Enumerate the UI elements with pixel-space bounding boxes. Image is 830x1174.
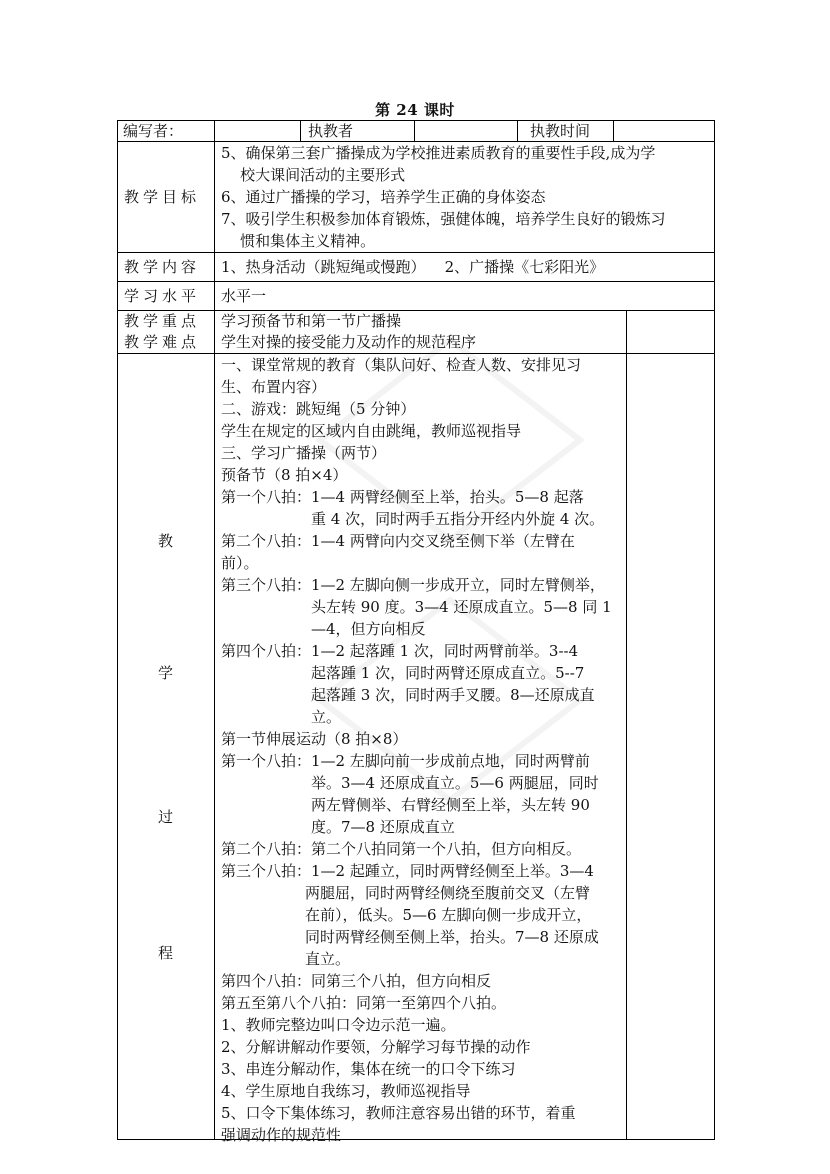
process-line: 在前），低头。5—6 左脚向侧一步成开立， [305, 906, 592, 924]
process-line: 第四个八拍：同第三个八拍，但方向相反 [221, 972, 492, 990]
process-line: 两腿屈，同时两臂经侧绕至腹前交叉（左臂 [305, 884, 591, 902]
process-line: 2、分解讲解动作要领，分解学习每节操的动作 [221, 1038, 531, 1056]
process-text [221, 354, 626, 1146]
process-line: 第二个八拍：第二个八拍同第一个八拍，但方向相反。 [221, 840, 582, 858]
table-line [300, 120, 301, 141]
process-line: 第三个八拍：1—2 左脚向侧一步成开立，同时左臂侧举， [221, 576, 605, 594]
table-line [117, 281, 715, 282]
process-line: 第一节伸展运动（8 拍×8） [221, 730, 408, 748]
page-title: 第 24 课时 [375, 101, 455, 119]
process-line: 3、串连分解动作，集体在统一的口令下练习 [221, 1060, 516, 1078]
table-line [117, 252, 715, 253]
time-label: 执教时间 [530, 122, 591, 140]
process-line: 强调动作的规范性 [221, 1126, 342, 1144]
process-line: 第二个八拍：1—4 两臂向内交叉绕至侧下举（左臂在 [221, 532, 575, 550]
process-line: 重 4 次，同时两手五指分开经内外旋 4 次。 [311, 510, 605, 528]
process-line: 起落踵 1 次，同时两臂还原成直立。5--7 [311, 664, 585, 682]
table-line [414, 120, 415, 141]
content-text: 1、热身活动（跳短绳或慢跑） 2、广播操《七彩阳光》 [221, 258, 605, 276]
process-line: 立。 [311, 708, 342, 726]
process-line: 第一个八拍：1—4 两臂经侧至上举，抬头。5—8 起落 [221, 488, 584, 506]
level-label: 学习水平 [124, 287, 201, 305]
table-line [214, 120, 215, 1140]
goals-line: 6、通过广播操的学习，培养学生正确的身体姿态 [221, 188, 546, 206]
content-label: 教学内容 [124, 258, 201, 276]
author-label: 编写者： [123, 122, 184, 140]
table-line [626, 310, 627, 1140]
process-line: —4，但方向相反 [311, 620, 426, 638]
key-point-text: 学习预备节和第一节广播操 [221, 312, 402, 330]
difficult-point-label: 教学难点 [124, 333, 201, 351]
process-line: 4、学生原地自我练习，教师巡视指导 [221, 1082, 471, 1100]
process-line: 举。3—4 还原成直立。5—6 两腿屈，同时 [311, 774, 599, 792]
process-line: 同时两臂经侧至侧上举，抬头。7—8 还原成 [305, 928, 599, 946]
process-line: 学生在规定的区域内自由跳绳，教师巡视指导 [221, 422, 522, 440]
process-line: 一、课堂常规的教育（集队问好、检查人数、安排见习 [221, 356, 582, 374]
process-line: 头左转 90 度。3—4 还原成直立。5—8 同 1 [311, 598, 612, 616]
goals-line: 5、确保第三套广播操成为学校推进素质教育的重要性手段,成为学 [221, 144, 656, 162]
process-line: 生、布置内容） [221, 378, 327, 396]
table-line [117, 120, 715, 121]
process-line: 二、游戏：跳短绳（5 分钟） [221, 400, 416, 418]
table-line [117, 120, 118, 1140]
process-line: 第四个八拍：1—2 起落踵 1 次，同时两臂前举。3--4 [221, 642, 579, 660]
level-text: 水平一 [221, 287, 267, 305]
key-point-label: 教学重点 [124, 312, 201, 330]
process-line: 第一个八拍：1—2 左脚向前一步成前点地，同时两臂前 [221, 752, 590, 770]
goals-text [221, 142, 666, 252]
process-line: 5、口令下集体练习，教师注意容易出错的环节，着重 [221, 1104, 576, 1122]
process-label-char: 过 [158, 808, 174, 826]
process-line: 1、教师完整边叫口令边示范一遍。 [221, 1016, 456, 1034]
process-line: 第五至第八个八拍：同第一至第四个八拍。 [221, 994, 507, 1012]
table-line [517, 120, 518, 141]
teacher-label: 执教者 [308, 122, 354, 140]
process-line: 第三个八拍：1—2 起踵立，同时两臂经侧至上举。3—4 [221, 862, 594, 880]
process-line: 度。7—8 还原成直立 [311, 818, 455, 836]
goals-line: 校大课间活动的主要形式 [221, 166, 406, 184]
difficult-point-text: 学生对操的接受能力及动作的规范程序 [221, 333, 477, 351]
goals-line: 惯和集体主义精神。 [221, 232, 376, 250]
process-line: 两左臂侧举、右臂经侧至上举，头左转 90 [311, 796, 590, 814]
goals-line: 7、吸引学生积极参加体育锻炼，强健体魄，培养学生良好的锻炼习 [221, 210, 666, 228]
process-label-char: 教 [158, 532, 174, 550]
table-line [714, 120, 715, 1140]
process-label-char: 学 [158, 664, 174, 682]
process-line: 直立。 [305, 950, 351, 968]
process-line: 起落踵 3 次，同时两手叉腰。8—还原成直 [311, 686, 595, 704]
process-label-char: 程 [158, 944, 174, 962]
process-line: 前）。 [221, 554, 259, 572]
process-line: 预备节（8 拍×4） [221, 466, 348, 484]
goals-label: 教学目标 [124, 188, 201, 206]
table-line [613, 120, 614, 141]
process-line: 三、学习广播操（两节） [221, 444, 387, 462]
